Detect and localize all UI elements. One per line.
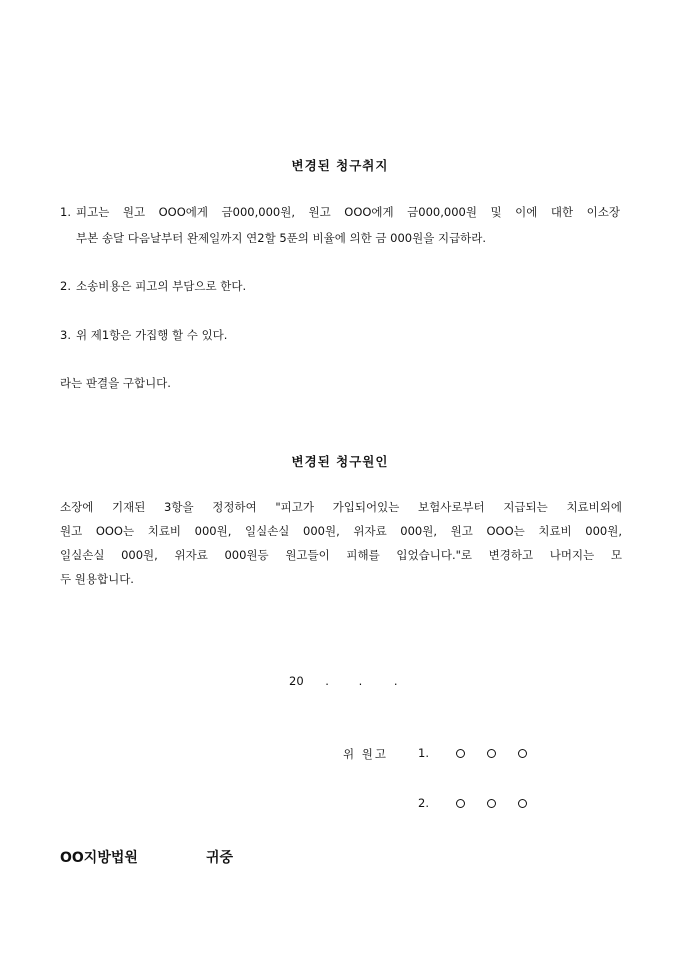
date-sep-3: . [393,674,398,688]
name-circle-icon [487,749,496,758]
name-circle-icon [456,799,465,808]
name-circle-icon [518,749,527,758]
claim-item-2-number: 2. [60,279,71,293]
claim-item-1-line1 [60,199,620,225]
plaintiff-label: 위 원고 [343,747,388,761]
claim-item-3-text: 위 제1항은 가집행 할 수 있다. [76,328,228,342]
claim-item-2-text: 소송비용은 피고의 부담으로 한다. [76,279,247,293]
reason-line-2: 원고 OOO는 치료비 000원, 일실손실 000원, 위자료 000원, 원고 OOO는 치료비 000원, [60,524,622,538]
reason-line-4: 두 원용합니다. [60,572,134,586]
reason-line-3: 일실손실 000원, 위자료 000원등 원고들이 피해를 입었습니다."로 변경하고 나머지는 모 [60,548,622,562]
claim-closing: 라는 판결을 구합니다. [60,376,171,390]
date-year: 20 [289,674,304,688]
claim-item-3 [60,322,620,348]
claim-reason-heading: 변경된 청구원인 [291,454,389,469]
claim-reason-paragraph [60,495,622,591]
date-sep-2: . [358,674,363,688]
name-circle-icon [456,749,465,758]
document-date [289,674,398,688]
claim-item-2 [60,273,620,299]
court-name: OO지방법원 [60,850,138,866]
claim-purpose-heading: 변경된 청구취지 [291,158,389,173]
claim-item-1-line2: 부본 송달 다음날부터 완제일까지 연2할 5푼의 비율에 의한 금 000원을 지급하라. [76,231,487,245]
name-circle-icon [518,799,527,808]
claim-item-1 [60,199,620,251]
claim-item-3-number: 3. [60,328,71,342]
claim-item-1-text: 피고는 원고 OOO에게 금000,000원, 원고 OOO에게 금000,000원 및 이에 대한 이소장 [76,205,620,219]
plaintiff-2-number: 2. [418,796,429,810]
name-circle-icon [487,799,496,808]
claim-item-1-number: 1. [60,205,71,219]
date-sep-1: . [325,674,329,688]
reason-line-1: 소장에 기재된 3항을 정정하여 "피고가 가입되어있는 보험사로부터 지급되는 치료비외에 [60,500,622,514]
addressee: 귀중 [206,850,234,866]
plaintiff-1-number: 1. [418,746,429,760]
